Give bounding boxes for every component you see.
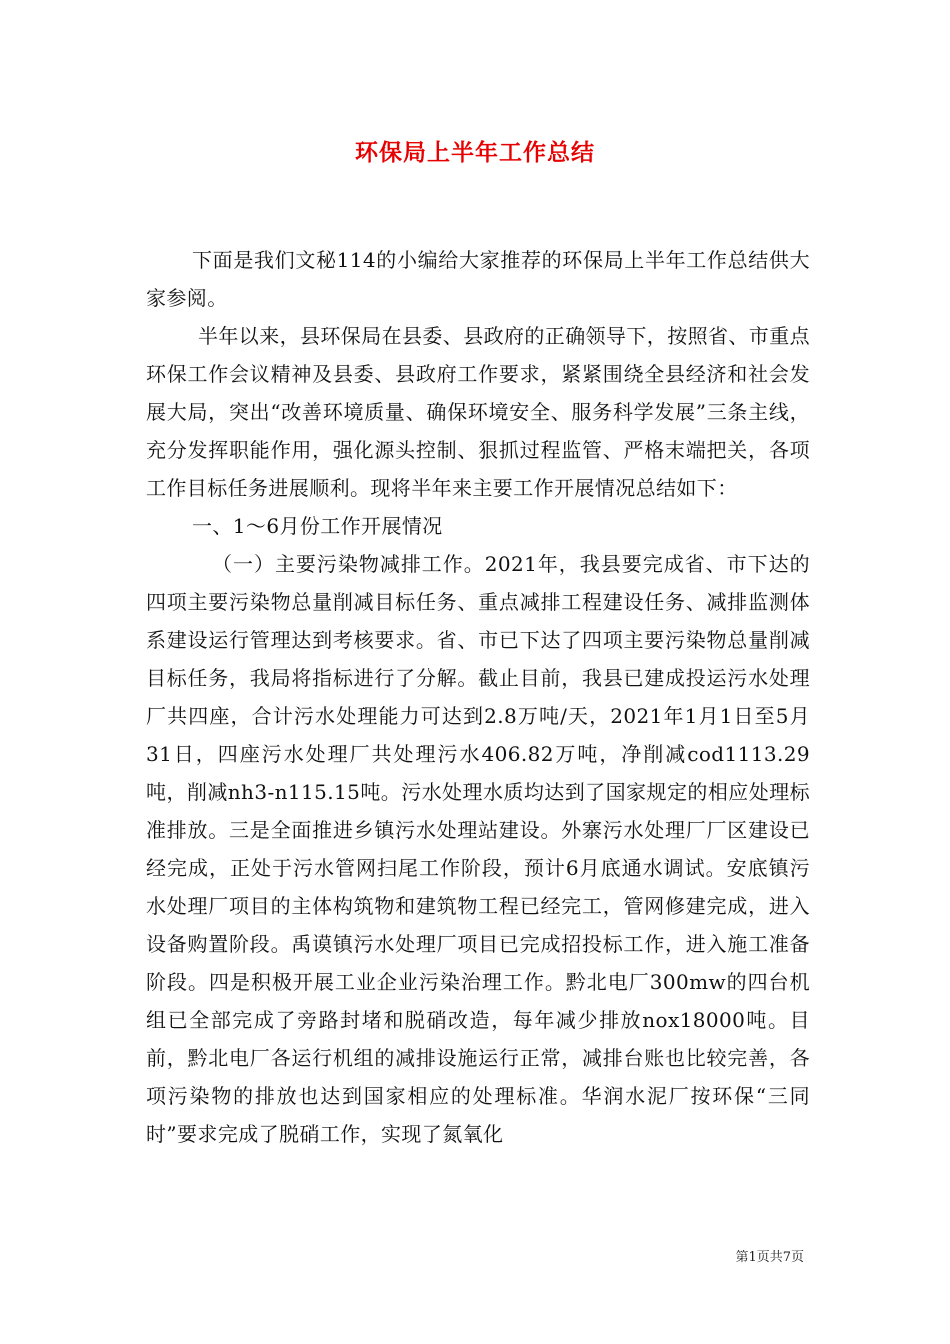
- document-title: 环保局上半年工作总结: [355, 139, 595, 166]
- document-body: [146, 241, 810, 1153]
- section-paragraph: （一）主要污染物减排工作。2021年，我县要完成省、市下达的四项主要污染物总量削减目标任务、重点减排工程建设任务、减排监测体系建设运行管理达到考核要求。省、市已下达了四项主要污染物总量削减目标任务，我局将指标进行了分解。截止目前，我县已建成投运污水处理厂共四座，合计污水处理能力可达到2.8万吨/天，2021年1月1日至5月31日，四座污水处理厂共处理污水406.82万吨，净削减cod1113.29吨，削减nh3-n115.15吨。污水处理水质均达到了国家规定的相应处理标准排放。三是全面推进乡镇污水处理站建设。外寨污水处理厂厂区建设已经完成，正处于污水管网扫尾工作阶段，预计6月底通水调试。安底镇污水处理厂项目的主体构筑物和建筑物工程已经完工，管网修建完成，进入设备购置阶段。禹谟镇污水处理厂项目已完成招投标工作，进入施工准备阶段。四是积极开展工业企业污染治理工作。黔北电厂300mw的四台机组已全部完成了旁路封堵和脱硝改造，每年减少排放nox18000吨。目前，黔北电厂各运行机组的减排设施运行正常，减排台账也比较完善，各项污染物的排放也达到国家相应的处理标准。华润水泥厂按环保“三同时”要求完成了脱硝工作，实现了氮氧化: [146, 552, 810, 1146]
- section-heading: 一、1～6月份工作开展情况: [192, 514, 443, 538]
- intro-paragraph: 下面是我们文秘114的小编给大家推荐的环保局上半年工作总结供大家参阅。: [146, 248, 810, 310]
- page-number: 第1页共7页: [735, 1250, 804, 1265]
- summary-paragraph: 半年以来，县环保局在县委、县政府的正确领导下，按照省、市重点环保工作会议精神及县委、县政府工作要求，紧紧围绕全县经济和社会发展大局，突出“改善环境质量、确保环境安全、服务科学发展”三条主线，充分发挥职能作用，强化源头控制、狠抓过程监管、严格末端把关，各项工作目标任务进展顺利。现将半年来主要工作开展情况总结如下：: [146, 324, 810, 500]
